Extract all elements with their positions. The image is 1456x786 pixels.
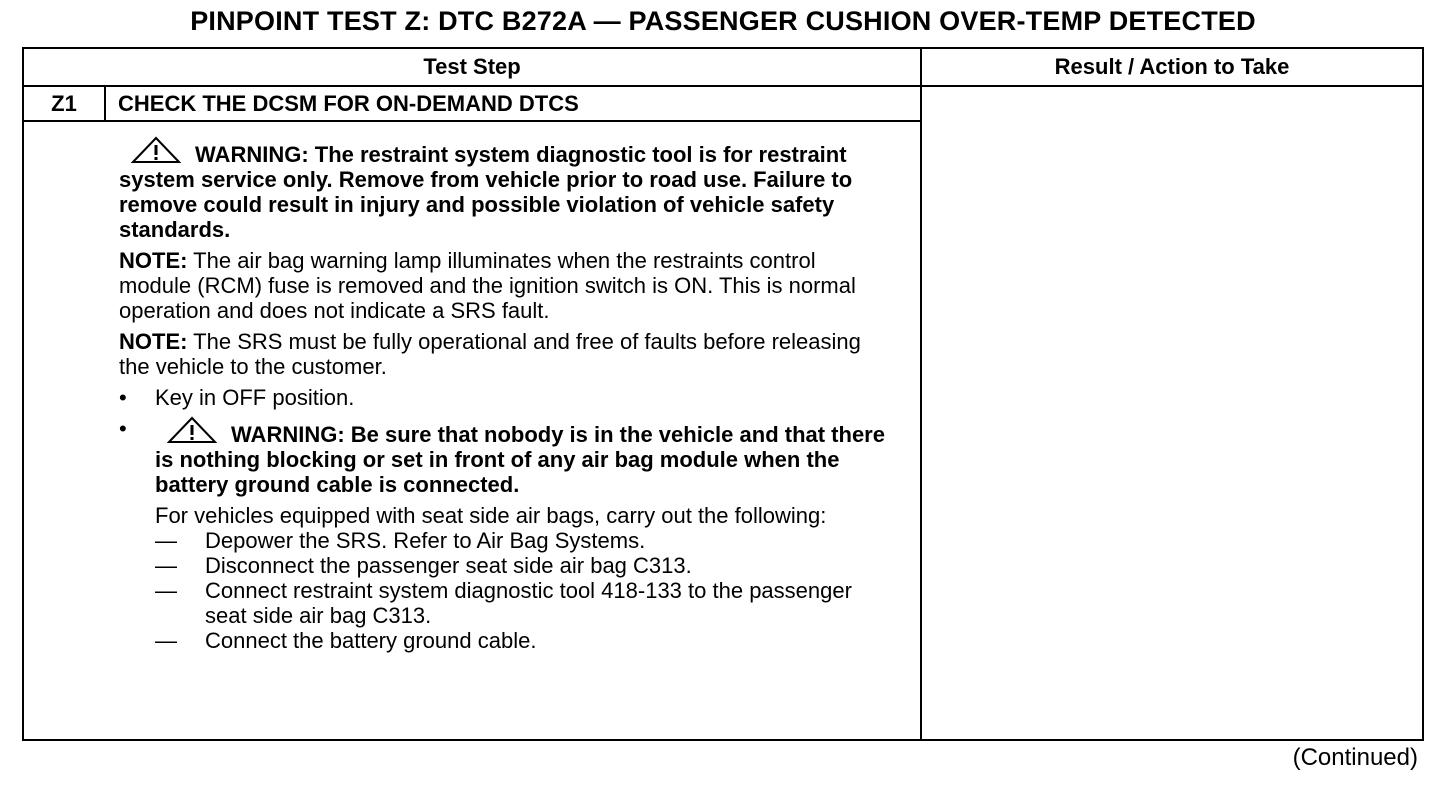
step-title-row xyxy=(23,86,1423,121)
warning-triangle-icon xyxy=(167,416,217,444)
result-cell xyxy=(921,86,1423,740)
warning-2: WARNING: Be sure that nobody is in the vehicle and that there is nothing blocking or set in front of any air bag module when the battery ground cable is connected. xyxy=(155,416,889,497)
dash-marker: — xyxy=(155,553,177,578)
dash-marker: — xyxy=(155,628,177,653)
test-step-header: Test Step xyxy=(23,48,921,86)
header-row xyxy=(23,48,1423,86)
note-2: NOTE: The SRS must be fully operational and free of faults before releasing the vehicle to the customer. xyxy=(119,329,861,379)
substep: — Depower the SRS. Refer to Air Bag Systems. xyxy=(155,528,646,553)
warning-1: WARNING: The restraint system diagnostic tool is for restraint system service only. Remove from vehicle prior to road use. Failure to remove could result in injury and possible violation of vehicle safety standards. xyxy=(119,136,889,242)
result-header: Result / Action to Take xyxy=(921,48,1423,86)
dash-marker: — xyxy=(155,528,177,553)
page-title: PINPOINT TEST Z: DTC B272A — PASSENGER CUSHION OVER-TEMP DETECTED xyxy=(190,6,1256,36)
bullet-marker: • xyxy=(119,416,127,441)
intro-text: For vehicles equipped with seat side air bags, carry out the following: xyxy=(155,503,827,528)
pinpoint-test-table xyxy=(22,47,1424,741)
continued-label: (Continued) xyxy=(1292,744,1418,771)
substep: — Connect the battery ground cable. xyxy=(155,628,537,653)
bullet-warning-2 xyxy=(119,416,889,653)
bullet-marker: • xyxy=(119,385,127,410)
dash-marker: — xyxy=(155,578,177,603)
step-id: Z1 xyxy=(23,86,105,121)
note-1: NOTE: The air bag warning lamp illuminates when the restraints control module (RCM) fuse is removed and the ignition switch is ON. This is normal operation and does not indicate a SRS fault. xyxy=(119,248,856,323)
bullet-key-off: • Key in OFF position. xyxy=(119,385,355,410)
substep: — Connect restraint system diagnostic tool 418-133 to the passenger seat side air bag C313. xyxy=(155,578,852,628)
step-body xyxy=(23,121,921,740)
step-title: CHECK THE DCSM FOR ON-DEMAND DTCS xyxy=(105,86,921,121)
warning-triangle-icon xyxy=(131,136,181,164)
substep: — Disconnect the passenger seat side air bag C313. xyxy=(155,553,692,578)
